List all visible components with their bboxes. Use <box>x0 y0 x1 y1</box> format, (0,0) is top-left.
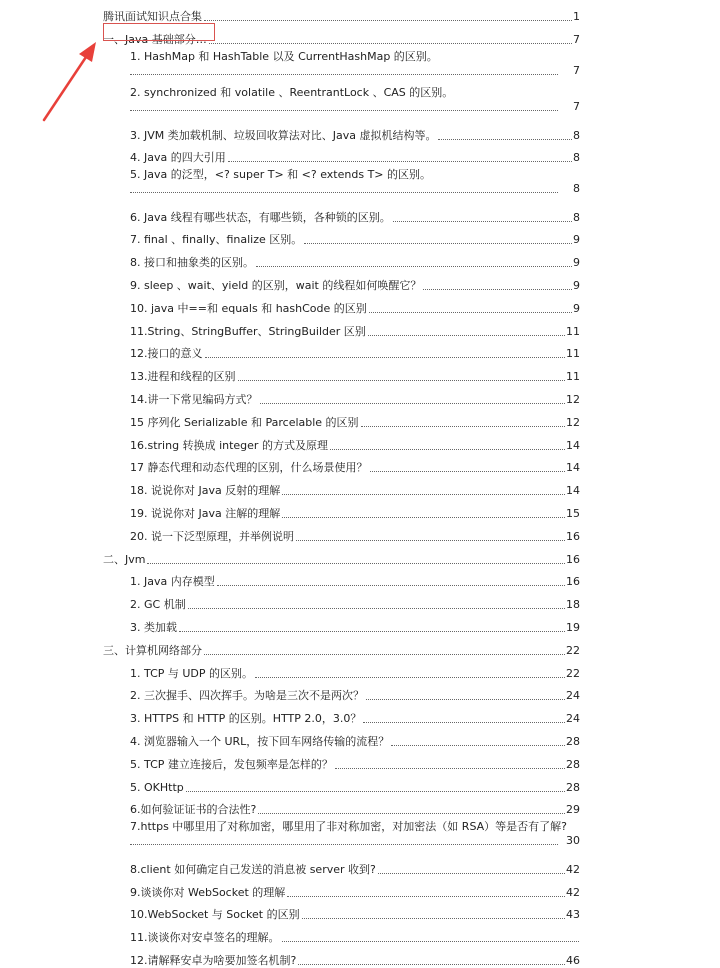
toc-item[interactable] <box>130 590 580 612</box>
toc-label: 8.client 如何确定自己发送的消息被 server 收到? <box>130 862 376 876</box>
red-arrow-icon <box>38 40 108 125</box>
toc-page-number: 14 <box>566 484 580 498</box>
toc-item[interactable] <box>130 704 580 726</box>
toc-item[interactable] <box>130 362 580 384</box>
toc-label: 11.String、StringBuffer、StringBuilder 区别 <box>130 324 366 338</box>
toc-page-number: 11 <box>566 347 580 361</box>
toc-page-number: 9 <box>573 279 580 293</box>
toc-leader-dots <box>438 139 572 140</box>
toc-item[interactable] <box>130 878 580 900</box>
toc-leader-dots <box>256 266 572 267</box>
toc-page-number: 9 <box>573 301 580 315</box>
toc-leader-dots <box>304 243 572 244</box>
toc-page-number: 7 <box>573 100 580 114</box>
toc-leader-dots <box>393 221 572 222</box>
toc-page-number: 11 <box>566 370 580 384</box>
toc-page-number: 43 <box>566 908 580 922</box>
toc-page-number: 22 <box>566 666 580 680</box>
toc-leader-dots <box>238 380 566 381</box>
toc-leader-dots <box>260 403 566 404</box>
toc-label: 10.WebSocket 与 Socket 的区别 <box>130 908 300 922</box>
toc-section[interactable] <box>103 636 580 658</box>
toc-label: 4. Java 的四大引用 <box>130 151 226 165</box>
toc-leader-dots <box>188 608 565 609</box>
toc-leader-dots <box>186 791 565 792</box>
toc-leader-dots <box>130 844 558 845</box>
toc-label: 7.https 中哪里用了对称加密，哪里用了非对称加密，对加密法（如 RSA）等是否有了解? <box>130 820 567 834</box>
toc-page-number: 42 <box>566 862 580 876</box>
toc-leader-dots <box>228 161 572 162</box>
toc-page-number: 9 <box>573 256 580 270</box>
toc-section[interactable] <box>103 545 580 567</box>
toc-leader-dots <box>298 964 565 965</box>
toc-label: 9. sleep 、wait、yield 的区别，wait 的线程如何唤醒它？ <box>130 279 422 293</box>
toc-page-number: 16 <box>566 529 580 543</box>
toc-item[interactable] <box>130 339 580 361</box>
toc-leader-dots <box>302 918 565 919</box>
toc-item[interactable] <box>130 522 580 544</box>
toc-leader-dots <box>361 426 565 427</box>
toc-item[interactable] <box>130 900 580 922</box>
toc-page-number: 28 <box>566 735 580 749</box>
toc-leader-dots <box>378 873 565 874</box>
toc-leader-dots <box>370 471 566 472</box>
toc-label: 2. GC 机制 <box>130 598 186 612</box>
toc-item[interactable] <box>130 818 580 848</box>
toc-label: 10. java 中==和 equals 和 hashCode 的区别 <box>130 301 367 315</box>
toc-item[interactable] <box>130 203 580 225</box>
toc-page-number: 15 <box>566 507 580 521</box>
toc-label: 12.请解释安卓为啥要加签名机制? <box>130 953 297 967</box>
toc-page-number: 30 <box>566 834 580 848</box>
toc-item[interactable] <box>130 48 580 78</box>
toc-page-number: 46 <box>566 953 580 967</box>
toc-item[interactable] <box>130 248 580 270</box>
toc-page-number: 42 <box>566 885 580 899</box>
toc-label: 5. Java 的泛型，<? super T> 和 <? extends T> 的区别。 <box>130 168 432 182</box>
toc-label: 14.讲一下常见编码方式？ <box>130 393 258 407</box>
toc-label: 一、Java 基础部分… <box>103 32 207 46</box>
toc-leader-dots <box>130 74 558 75</box>
toc-leader-dots <box>330 449 565 450</box>
toc-title[interactable] <box>103 2 580 24</box>
toc-leader-dots <box>282 494 565 495</box>
toc-label: 3. JVM 类加载机制、垃圾回收算法对比、Java 虚拟机结构等。 <box>130 128 437 142</box>
toc-leader-dots <box>179 631 565 632</box>
toc-item[interactable] <box>130 431 580 453</box>
toc-label: 7. final 、finally、finalize 区别。 <box>130 233 303 247</box>
toc-leader-dots <box>282 941 580 942</box>
toc-leader-dots <box>130 110 558 111</box>
toc-label: 15 序列化 Serializable 和 Parcelable 的区别 <box>130 415 359 429</box>
toc-page-number: 12 <box>566 393 580 407</box>
toc-item[interactable] <box>130 659 580 681</box>
toc-label: 3. HTTPS 和 HTTP 的区别。HTTP 2.0，3.0？ <box>130 712 362 726</box>
toc-item[interactable] <box>130 613 580 635</box>
toc-page-number: 9 <box>573 233 580 247</box>
toc-leader-dots <box>217 585 565 586</box>
toc-page-number: 12 <box>566 415 580 429</box>
toc-item[interactable] <box>130 750 580 772</box>
toc-page-number: 7 <box>573 63 580 77</box>
toc-item[interactable] <box>130 476 580 498</box>
toc-label: 2. synchronized 和 volatile 、ReentrantLock 、CAS 的区别。 <box>130 86 454 100</box>
toc-item[interactable] <box>130 499 580 521</box>
toc-item[interactable] <box>130 143 580 165</box>
toc-item[interactable] <box>130 773 580 795</box>
toc-page-number: 22 <box>566 643 580 657</box>
toc-leader-dots <box>255 677 565 678</box>
toc-label: 6.如何验证证书的合法性? <box>130 803 257 817</box>
toc-item[interactable] <box>130 795 580 817</box>
toc-leader-dots <box>368 335 565 336</box>
toc-label: 4. 浏览器输入一个 URL，按下回车网络传输的流程？ <box>130 735 390 749</box>
toc-label: 二、Jvm <box>103 552 146 566</box>
toc-item[interactable] <box>130 453 580 475</box>
toc-label: 三、计算机网络部分 <box>103 643 202 657</box>
toc-page-number: 7 <box>573 32 580 46</box>
toc-label: 13.进程和线程的区别 <box>130 370 236 384</box>
toc-item[interactable] <box>130 681 580 703</box>
toc-leader-dots <box>130 192 558 193</box>
toc-item[interactable] <box>130 727 580 749</box>
toc-page-number: 8 <box>573 182 580 196</box>
toc-leader-dots <box>209 43 572 44</box>
toc-page-number: 14 <box>566 438 580 452</box>
toc-label: 19. 说说你对 Java 注解的理解 <box>130 507 281 521</box>
toc-label: 6. Java 线程有哪些状态，有哪些锁，各种锁的区别。 <box>130 210 391 224</box>
toc-page-number: 19 <box>566 621 580 635</box>
toc-label: 1. Java 内存模型 <box>130 575 215 589</box>
toc-leader-dots <box>366 699 565 700</box>
toc-page-number: 16 <box>566 552 580 566</box>
toc-page-number: 28 <box>566 780 580 794</box>
highlight-box <box>103 23 215 41</box>
toc-item[interactable] <box>130 408 580 430</box>
toc-leader-dots <box>287 896 565 897</box>
toc-leader-dots <box>296 540 565 541</box>
toc-label: 8. 接口和抽象类的区别。 <box>130 256 254 270</box>
toc-label: 1. TCP 与 UDP 的区别。 <box>130 666 254 680</box>
toc-page-number: 24 <box>566 712 580 726</box>
toc-page-number: 8 <box>573 210 580 224</box>
toc-label: 5. OKHttp <box>130 780 184 794</box>
toc-item[interactable] <box>130 385 580 407</box>
toc-page-number: 28 <box>566 757 580 771</box>
toc-page-number: 11 <box>566 324 580 338</box>
toc-page-number: 14 <box>566 461 580 475</box>
toc-page-number: 8 <box>573 128 580 142</box>
toc-item[interactable] <box>130 294 580 316</box>
toc-label: 11.谈谈你对安卓签名的理解。 <box>130 931 280 945</box>
toc-page-number: 29 <box>566 803 580 817</box>
toc-leader-dots <box>369 312 572 313</box>
toc-leader-dots <box>391 745 565 746</box>
toc-item[interactable] <box>130 923 580 945</box>
toc-leader-dots <box>204 20 572 21</box>
toc-label: 9.谈谈你对 WebSocket 的理解 <box>130 885 286 899</box>
toc-label: 2. 三次握手、四次挥手。为啥是三次不是两次？ <box>130 689 364 703</box>
toc-label: 17 静态代理和动态代理的区别，什么场景使用？ <box>130 461 368 475</box>
toc-label: 18. 说说你对 Java 反射的理解 <box>130 484 281 498</box>
toc-leader-dots <box>423 289 572 290</box>
toc-leader-dots <box>205 357 566 358</box>
toc-leader-dots <box>335 768 565 769</box>
toc-label: 12.接口的意义 <box>130 347 203 361</box>
toc-item[interactable] <box>130 166 580 196</box>
toc-item[interactable] <box>130 946 580 968</box>
toc-item[interactable] <box>130 271 580 293</box>
toc-leader-dots <box>204 654 565 655</box>
toc-label: 1. HashMap 和 HashTable 以及 CurrentHashMap 的区别。 <box>130 49 438 63</box>
toc-label: 16.string 转换成 integer 的方式及原理 <box>130 438 328 452</box>
toc-page-number: 8 <box>573 151 580 165</box>
toc-leader-dots <box>363 722 565 723</box>
toc-item[interactable] <box>130 567 580 589</box>
toc-item[interactable] <box>130 317 580 339</box>
toc-item[interactable] <box>130 121 580 143</box>
toc-label: 3. 类加载 <box>130 621 177 635</box>
toc-page-number: 18 <box>566 598 580 612</box>
toc-item[interactable] <box>130 225 580 247</box>
toc-leader-dots <box>258 813 565 814</box>
toc-item[interactable] <box>130 855 580 877</box>
toc-item[interactable] <box>130 84 580 114</box>
toc-page-number: 24 <box>566 689 580 703</box>
toc-label: 20. 说一下泛型原理，并举例说明 <box>130 529 294 543</box>
toc-label: 腾讯面试知识点合集 <box>103 10 202 23</box>
toc-leader-dots <box>147 563 565 564</box>
toc-label: 5. TCP 建立连接后，发包频率是怎样的？ <box>130 757 333 771</box>
toc-page-number: 16 <box>566 575 580 589</box>
toc-leader-dots <box>282 517 565 518</box>
toc-page-number: 1 <box>573 10 580 23</box>
